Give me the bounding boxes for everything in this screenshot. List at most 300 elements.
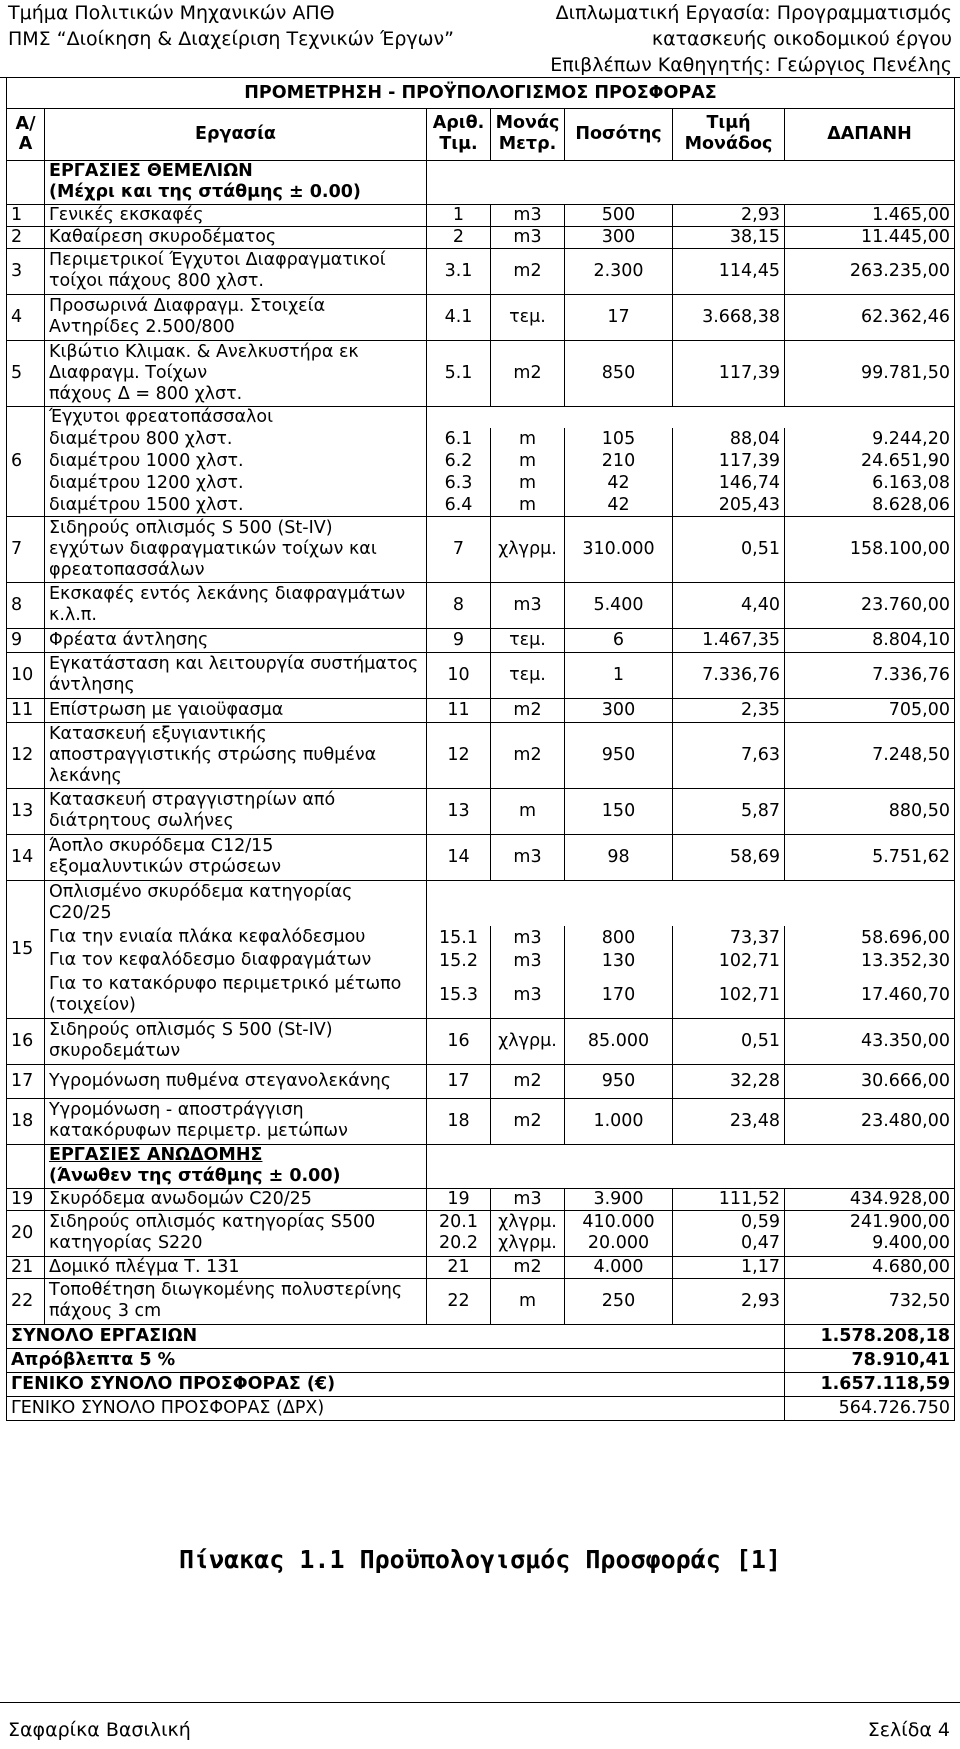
table-row [7,698,955,722]
cost: 43.350,00 [785,1018,955,1064]
text-line: πάχους Δ = 800 χλστ. [49,383,243,404]
column-header-aa: Α/Α [7,108,45,160]
table-row [7,1144,955,1188]
table-row [7,834,955,880]
table-row [7,472,955,494]
price-code: 14 [427,834,491,880]
row-number: 20 [7,1210,45,1256]
page-footer [0,1702,960,1749]
text-line: 241.900,00 [849,1212,951,1232]
text-line: Μονάς [495,113,560,133]
unit: m3 [491,926,565,949]
text-line: κατακόρυφων περιμετρ. μετώπων [49,1121,348,1141]
text-line: Μονάδος [684,134,773,154]
task-description [45,1278,427,1324]
quantity: 300 [565,698,673,722]
total-label: Απρόβλεπτα 5 % [7,1348,785,1372]
task-description [45,1098,427,1144]
row-number: 12 [7,722,45,788]
task-description [45,722,427,788]
quantity: 800 [565,926,673,949]
unit-price: 7,63 [673,722,785,788]
text-line: χλγρμ. [498,1233,557,1253]
unit: m3 [491,204,565,226]
text-line: ΕΡΓΑΣΙΕΣ ΘΕΜΕΛΙΩΝ [49,161,253,181]
section-spacer [427,160,955,204]
text-line: Κιβώτιο Κλιμακ. & Ανελκυστήρα εκ [49,341,359,362]
row-number: 15 [7,880,45,1018]
quantity: 85.000 [565,1018,673,1064]
table-row [7,972,955,1018]
task-description [45,628,427,652]
row-number: 7 [7,516,45,582]
row-number: 4 [7,294,45,340]
cost: 5.751,62 [785,834,955,880]
text-line: Για την ενιαία πλάκα κεφαλόδεσμου [49,927,366,947]
cost: 58.696,00 [785,926,955,949]
unit-price: 4,40 [673,582,785,628]
unit: m2 [491,1064,565,1098]
cost: 8.628,06 [785,494,955,516]
text-line: σκυροδεμάτων [49,1041,181,1061]
text-line: Εκσκαφές εντός λεκάνης διαφραγμάτων [49,584,406,604]
price-code: 17 [427,1064,491,1098]
cost: 99.781,50 [785,340,955,406]
text-line: ΕΡΓΑΣΙΕΣ ΑΝΩΔΟΜΗΣ [49,1145,263,1165]
cost: 30.666,00 [785,1064,955,1098]
table-row [7,516,955,582]
task-description [45,788,427,834]
task-description [45,698,427,722]
table-row [7,1372,955,1396]
empty [427,406,955,428]
table-title: ΠΡΟΜΕΤΡΗΣΗ - ΠΡΟΫΠΟΛΟΓΙΣΜΟΣ ΠΡΟΣΦΟΡΑΣ [7,78,955,108]
task-description: Έγχυτοι φρεατοπάσσαλοι [45,406,427,428]
text-line: Για το κατακόρυφο περιμετρικό μέτωπο [49,973,402,994]
price-code: 10 [427,652,491,698]
text-line: Γενικές εκσκαφές [49,204,204,225]
text-line: Σιδηρούς οπλισμός S 500 (St-IV) [49,1020,333,1040]
text-line: Σκυρόδεμα ανωδομών C20/25 [49,1188,312,1209]
row-number: 18 [7,1098,45,1144]
cost: 8.804,10 [785,628,955,652]
text-line: Άοπλο σκυρόδεμα C12/15 [49,836,274,856]
unit-price: 102,71 [673,949,785,972]
footer-page-number: Σελίδα 4 [867,1719,950,1741]
text-line: Επίστρωση με γαιοϋφασμα [49,699,284,720]
section-heading-foundation [45,160,427,204]
table-row [7,1064,955,1098]
unit: m2 [491,248,565,294]
text-line: Φρέατα άντλησης [49,629,209,650]
cost: 23.760,00 [785,582,955,628]
column-header-quantity: Ποσότης [565,108,673,160]
text-line: κατηγορίας S220 [49,1233,203,1253]
budget-table-body [7,78,955,1420]
total-value: 1.657.118,59 [785,1372,955,1396]
table-caption: Πίνακας 1.1 Προϋπολογισμός Προσφοράς [1] [178,1545,782,1574]
row-number: 11 [7,698,45,722]
unit-price: 38,15 [673,226,785,248]
total-value: 1.578.208,18 [785,1324,955,1348]
task-description: διαμέτρου 1000 χλστ. [45,450,427,472]
text-line: 20.1 [439,1212,478,1232]
price-code: 15.2 [427,949,491,972]
table-row [7,949,955,972]
row-number: 22 [7,1278,45,1324]
text-line: Προσωρινά Διαφραγμ. Στοιχεία [49,296,326,316]
price-code: 22 [427,1278,491,1324]
text-line: Διαφραγμ. Τοίχων [49,362,208,383]
unit-price: 73,37 [673,926,785,949]
total-value: 564.726.750 [785,1396,955,1420]
table-row [7,406,955,428]
quantity: 1 [565,652,673,698]
task-description: διαμέτρου 1500 χλστ. [45,494,427,516]
table-row [7,1348,955,1372]
unit-price: 102,71 [673,972,785,1018]
price-code: 7 [427,516,491,582]
unit: m2 [491,722,565,788]
text-line: τοίχοι πάχους 800 χλστ. [49,271,264,291]
unit [491,1210,565,1256]
price-code: 3.1 [427,248,491,294]
column-header-cost: ΔΑΠΑΝΗ [785,108,955,160]
task-description [45,582,427,628]
header-thesis: Διπλωματική Εργασία: Προγραμματισμός [555,2,952,24]
task-description [45,1018,427,1064]
unit: m3 [491,1188,565,1210]
section-spacer [7,1144,45,1188]
price-code: 12 [427,722,491,788]
price-code: 11 [427,698,491,722]
budget-table [6,78,955,1421]
row-number: 2 [7,226,45,248]
unit: m3 [491,226,565,248]
cost: 11.445,00 [785,226,955,248]
text-line: εγχύτων διαφραγματικών τοίχων και [49,538,377,559]
unit: m3 [491,949,565,972]
quantity: 5.400 [565,582,673,628]
quantity: 6 [565,628,673,652]
quantity: 310.000 [565,516,673,582]
quantity: 3.900 [565,1188,673,1210]
table-row [7,494,955,516]
table-row [7,1278,955,1324]
table-row [7,294,955,340]
table-row [7,160,955,204]
text-line: Σιδηρούς οπλισμός S 500 (St-IV) [49,517,333,538]
price-code: 2 [427,226,491,248]
text-line: Μετρ. [498,134,557,154]
price-code: 6.4 [427,494,491,516]
cost: 434.928,00 [785,1188,955,1210]
unit: m3 [491,834,565,880]
page-header [0,0,960,78]
header-department: Τμήμα Πολιτικών Μηχανικών ΑΠΘ [8,2,335,24]
task-description [45,204,427,226]
row-number: 3 [7,248,45,294]
quantity: 2.300 [565,248,673,294]
unit: m2 [491,1256,565,1278]
quantity: 250 [565,1278,673,1324]
table-row [7,248,955,294]
unit: m [491,472,565,494]
cost: 23.480,00 [785,1098,955,1144]
table-row [7,108,955,160]
task-description: διαμέτρου 800 χλστ. [45,428,427,450]
quantity: 42 [565,494,673,516]
row-number: 16 [7,1018,45,1064]
unit: m3 [491,582,565,628]
text-line: διάτρητους σωλήνες [49,811,234,831]
unit: m [491,494,565,516]
section-heading-superstructure [45,1144,427,1188]
task-description [45,248,427,294]
text-line: Υγρομόνωση πυθμένα στεγανολεκάνης [49,1070,391,1091]
unit: m2 [491,1098,565,1144]
cost: 17.460,70 [785,972,955,1018]
quantity: 130 [565,949,673,972]
quantity: 300 [565,226,673,248]
table-row [7,1210,955,1256]
section-spacer [7,160,45,204]
task-description [45,1256,427,1278]
cost: 9.244,20 [785,428,955,450]
unit: m [491,450,565,472]
total-value: 78.910,41 [785,1348,955,1372]
price-code: 15.1 [427,926,491,949]
text-line: Αντηρίδες 2.500/800 [49,317,235,337]
text-line: 20.2 [439,1233,478,1253]
cost [785,1210,955,1256]
text-line: Περιμετρικοί Έγχυτοι Διαφραγματικοί [49,250,386,270]
quantity: 105 [565,428,673,450]
text-line: (Άνωθεν της στάθμης ± 0.00) [49,1166,341,1186]
header-thesis-sub: κατασκευής οικοδομικού έργου [651,28,952,50]
price-code: 19 [427,1188,491,1210]
cost: 7.248,50 [785,722,955,788]
price-code: 6.3 [427,472,491,494]
unit-price: 0,51 [673,1018,785,1064]
cost: 6.163,08 [785,472,955,494]
text-line: λεκάνης [49,765,122,786]
quantity: 4.000 [565,1256,673,1278]
footer-author: Σαφαρίκα Βασιλική [8,1719,191,1741]
table-row [7,1324,955,1348]
unit-price: 146,74 [673,472,785,494]
task-description [45,226,427,248]
quantity: 1.000 [565,1098,673,1144]
price-code [427,1210,491,1256]
text-line: Κατασκευή εξυγιαντικής [49,723,267,744]
table-row [7,1098,955,1144]
row-number: 19 [7,1188,45,1210]
text-line: 20.000 [587,1233,650,1253]
unit-price: 1.467,35 [673,628,785,652]
text-line: άντλησης [49,675,135,695]
text-line: Για τον κεφαλόδεσμο διαφραγμάτων [49,950,372,970]
price-code: 9 [427,628,491,652]
unit: m2 [491,698,565,722]
price-code: 1 [427,204,491,226]
task-description [45,1188,427,1210]
unit-price: 2,93 [673,204,785,226]
row-number: 1 [7,204,45,226]
row-number: 9 [7,628,45,652]
task-description [45,340,427,406]
cost: 24.651,90 [785,450,955,472]
text-line: χλγρμ. [498,1212,557,1232]
table-row [7,1018,955,1064]
column-header-task: Εργασία [45,108,427,160]
row-number: 13 [7,788,45,834]
text-line: 9.400,00 [872,1233,951,1253]
price-code: 15.3 [427,972,491,1018]
cost: 880,50 [785,788,955,834]
unit-price: 111,52 [673,1188,785,1210]
table-row [7,1256,955,1278]
price-code: 8 [427,582,491,628]
text-line: C20/25 [49,903,112,924]
text-line: 0,59 [741,1212,780,1232]
cost: 62.362,46 [785,294,955,340]
row-number: 6 [7,406,45,516]
price-code: 21 [427,1256,491,1278]
cost: 1.465,00 [785,204,955,226]
empty [427,880,955,926]
unit: m3 [491,972,565,1018]
quantity: 210 [565,450,673,472]
unit-price: 117,39 [673,340,785,406]
task-description [45,926,427,949]
unit: χλγρμ. [491,516,565,582]
total-label: ΣΥΝΟΛΟ ΕΡΓΑΣΙΩΝ [7,1324,785,1348]
table-row [7,340,955,406]
unit-price: 3.668,38 [673,294,785,340]
task-description [45,516,427,582]
table-row [7,652,955,698]
unit-price: 1,17 [673,1256,785,1278]
unit: m [491,788,565,834]
header-right [550,0,952,78]
header-program: ΠΜΣ “Διοίκηση & Διαχείριση Τεχνικών Έργων” [8,28,455,50]
price-code: 13 [427,788,491,834]
quantity: 17 [565,294,673,340]
task-description [45,880,427,926]
table-row [7,582,955,628]
total-label: ΓΕΝΙΚΟ ΣΥΝΟΛΟ ΠΡΟΣΦΟΡΑΣ (€) [7,1372,785,1396]
row-number: 14 [7,834,45,880]
price-code: 16 [427,1018,491,1064]
price-code: 5.1 [427,340,491,406]
task-description [45,972,427,1018]
column-header-price [673,108,785,160]
price-code: 18 [427,1098,491,1144]
quantity: 150 [565,788,673,834]
unit-price: 2,35 [673,698,785,722]
unit-price [673,1210,785,1256]
header-left [8,0,454,52]
cost: 263.235,00 [785,248,955,294]
unit-price: 0,51 [673,516,785,582]
text-line: αποστραγγιστικής στρώσης πυθμένα [49,744,377,765]
quantity: 98 [565,834,673,880]
task-description [45,1210,427,1256]
text-line: φρεατοπασσάλων [49,559,205,580]
unit-price: 88,04 [673,428,785,450]
cost: 732,50 [785,1278,955,1324]
text-line: Εγκατάσταση και λειτουργία συστήματος [49,654,419,674]
text-line: Τοποθέτηση διωγκομένης πολυστερίνης [49,1280,403,1300]
text-line: Δομικό πλέγμα Τ. 131 [49,1256,240,1277]
column-header-code [427,108,491,160]
table-row [7,628,955,652]
text-line: 410.000 [582,1212,655,1232]
row-number: 8 [7,582,45,628]
text-line: Υγρομόνωση - αποστράγγιση [49,1100,304,1120]
quantity: 42 [565,472,673,494]
task-description [45,652,427,698]
price-code: 6.2 [427,450,491,472]
unit-price: 117,39 [673,450,785,472]
row-number: 21 [7,1256,45,1278]
section-spacer [427,1144,955,1188]
unit: χλγρμ. [491,1018,565,1064]
text-line: Καθαίρεση σκυροδέματος [49,226,277,247]
unit: τεμ. [491,628,565,652]
row-number: 17 [7,1064,45,1098]
table-row [7,1396,955,1420]
text-line: Οπλισμένο σκυρόδεμα κατηγορίας [49,882,353,903]
unit: m [491,1278,565,1324]
price-code: 6.1 [427,428,491,450]
table-row [7,722,955,788]
task-description [45,949,427,972]
unit-price: 32,28 [673,1064,785,1098]
cost: 705,00 [785,698,955,722]
unit: τεμ. [491,652,565,698]
table-row [7,926,955,949]
text-line: πάχους 3 cm [49,1301,162,1321]
text-line: εξομαλυντικών στρώσεων [49,857,281,877]
quantity: 950 [565,1064,673,1098]
price-code: 4.1 [427,294,491,340]
unit: τεμ. [491,294,565,340]
unit-price: 23,48 [673,1098,785,1144]
unit: m [491,428,565,450]
header-supervisor: Επιβλέπων Καθηγητής: Γεώργιος Πενέλης [550,54,952,76]
text-line: Σιδηρούς οπλισμός κατηγορίας S500 [49,1212,376,1232]
quantity: 170 [565,972,673,1018]
row-number: 10 [7,652,45,698]
table-row [7,788,955,834]
unit-price: 114,45 [673,248,785,294]
total-label: ΓΕΝΙΚΟ ΣΥΝΟΛΟ ΠΡΟΣΦΟΡΑΣ (ΔΡΧ) [7,1396,785,1420]
quantity [565,1210,673,1256]
table-row [7,880,955,926]
text-line: κ.λ.π. [49,605,97,625]
text-line: 0,47 [741,1233,780,1253]
quantity: 500 [565,204,673,226]
cost: 158.100,00 [785,516,955,582]
table-row [7,204,955,226]
task-description: διαμέτρου 1200 χλστ. [45,472,427,494]
task-description [45,1064,427,1098]
task-description [45,834,427,880]
cost: 7.336,76 [785,652,955,698]
text-line: Κατασκευή στραγγιστηρίων από [49,790,336,810]
